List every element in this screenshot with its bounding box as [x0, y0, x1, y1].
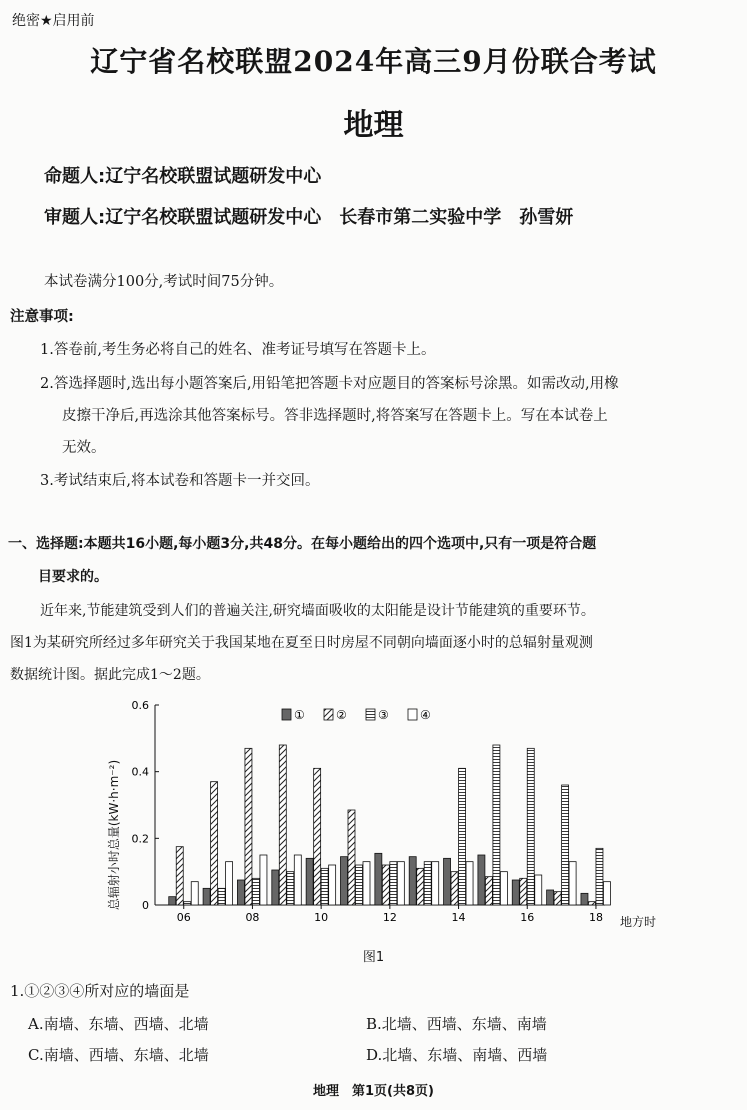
bar-series-4: [191, 882, 198, 905]
legend-label-2: ②: [336, 708, 347, 722]
intro-text: 本试卷满分100分,考试时间75分钟。: [44, 274, 284, 290]
legend-swatch-2: [324, 709, 333, 720]
note-2-line-1: 2.答选择题时,选出每小题答案后,用铅笔把答题卡对应题目的答案标号涂黑。如需改动,用橡: [40, 376, 619, 392]
note-2-line-3: 无效。: [62, 440, 106, 456]
passage-line-2: 图1为某研究所经过多年研究关于我国某地在夏至日时房屋不同朝向墙面逐小时的总辐射量观测: [10, 635, 593, 651]
x-tick-label: 10: [314, 911, 329, 924]
y-tick-label: 0.6: [131, 699, 149, 712]
note-3: 3.考试结束后,将本试卷和答题卡一并交回。: [40, 473, 320, 489]
y-tick-label: 0.2: [131, 832, 149, 846]
legend-swatch-1: [282, 709, 291, 720]
legend-label-4: ④: [420, 708, 431, 722]
bar-series-4: [260, 855, 267, 905]
option-d[interactable]: D.北墙、东墙、南墙、西墙: [366, 1046, 548, 1064]
bar-series-1: [478, 855, 485, 905]
bar-series-2: [485, 877, 492, 905]
bar-series-3: [390, 862, 397, 905]
bar-series-4: [569, 862, 576, 905]
bar-series-2: [314, 768, 321, 905]
x-tick-label: 08: [245, 911, 260, 924]
x-tick-label: 16: [520, 911, 535, 924]
section-heading-line-1: 一、选择题:本题共16小题,每小题3分,共48分。在每小题给出的四个选项中,只有一项是符合题: [8, 536, 597, 552]
bar-series-4: [363, 862, 370, 905]
question-stem: 1.①②③④所对应的墙面是: [10, 982, 190, 1000]
bar-series-1: [237, 880, 244, 905]
bar-series-2: [211, 782, 218, 905]
bar-series-4: [294, 855, 301, 905]
note-2-line-2: 皮擦干净后,再选涂其他答案标号。答非选择题时,将答案写在答题卡上。写在本试卷上: [62, 408, 608, 424]
x-axis-label: 地方时: [620, 915, 657, 929]
legend-swatch-3: [366, 709, 375, 720]
legend-label-1: ①: [294, 708, 305, 722]
bar-series-1: [306, 858, 313, 905]
bar-series-3: [252, 878, 259, 905]
bar-series-1: [272, 870, 279, 905]
bar-series-4: [535, 875, 542, 905]
bar-series-3: [355, 865, 362, 905]
bar-series-2: [451, 872, 458, 905]
bar-series-1: [409, 857, 416, 905]
bar-series-3: [287, 872, 294, 905]
bar-series-1: [169, 897, 176, 905]
author-line: 命题人:辽宁名校联盟试题研发中心: [44, 166, 322, 187]
bar-series-1: [512, 880, 519, 905]
bar-series-1: [340, 857, 347, 905]
option-c[interactable]: C.南墙、西墙、东墙、北墙: [28, 1046, 209, 1064]
notes-heading: 注意事项:: [10, 309, 74, 325]
bar-series-3: [459, 768, 466, 905]
bar-series-1: [581, 893, 588, 905]
bar-series-1: [203, 888, 210, 905]
subject-title: 地理: [343, 108, 404, 143]
section-heading-line-2: 目要求的。: [38, 569, 108, 585]
legend-label-3: ③: [378, 708, 389, 722]
bar-series-2: [382, 865, 389, 905]
passage-line-1: 近年来,节能建筑受到人们的普遍关注,研究墙面吸收的太阳能是设计节能建筑的重要环节。: [40, 603, 595, 619]
x-tick-label: 12: [382, 911, 397, 924]
x-tick-label: 06: [176, 911, 191, 924]
bar-series-3: [218, 888, 225, 905]
bar-series-3: [596, 848, 603, 905]
bar-series-4: [603, 882, 610, 905]
exam-title: 辽宁省名校联盟2024年高三9月份联合考试: [90, 45, 657, 78]
passage-line-3: 数据统计图。据此完成1～2题。: [10, 667, 210, 683]
page-footer: 地理 第1页(共8页): [313, 1084, 434, 1099]
bar-series-2: [417, 868, 424, 905]
bar-series-2: [279, 745, 286, 905]
y-tick-label: 0: [142, 899, 149, 912]
bar-series-2: [554, 892, 561, 905]
bar-series-2: [245, 748, 252, 905]
y-tick-label: 0.4: [131, 765, 149, 779]
confidential-label: 绝密★启用前: [12, 13, 95, 29]
bar-series-1: [375, 853, 382, 905]
bar-series-4: [329, 865, 336, 905]
bar-series-3: [527, 748, 534, 905]
bar-series-3: [184, 902, 191, 905]
bar-series-2: [588, 902, 595, 905]
bar-series-2: [520, 878, 527, 905]
bar-series-4: [226, 862, 233, 905]
bar-series-4: [397, 862, 404, 905]
option-a[interactable]: A.南墙、东墙、西墙、北墙: [28, 1015, 209, 1033]
x-tick-label: 18: [588, 911, 603, 924]
option-b[interactable]: B.北墙、西墙、东墙、南墙: [366, 1015, 547, 1033]
bar-series-2: [176, 847, 183, 905]
bar-series-3: [321, 868, 328, 905]
bar-series-3: [562, 785, 569, 905]
bar-series-3: [424, 862, 431, 905]
note-1: 1.答卷前,考生务必将自己的姓名、准考证号填写在答题卡上。: [40, 342, 436, 358]
bar-series-4: [500, 872, 507, 905]
reviewer-line: 审题人:辽宁名校联盟试题研发中心 长春市第二实验中学 孙雪妍: [44, 207, 574, 228]
y-axis-label: 总辐射小时总量(kW·h·m⁻²): [107, 759, 121, 911]
bar-series-4: [432, 862, 439, 905]
x-tick-label: 14: [451, 911, 466, 924]
legend-swatch-4: [408, 709, 417, 720]
bar-series-1: [547, 890, 554, 905]
figure-label: 图1: [362, 950, 385, 965]
bar-series-4: [466, 862, 473, 905]
bar-series-3: [493, 745, 500, 905]
bar-series-1: [444, 858, 451, 905]
bar-series-2: [348, 810, 355, 905]
radiation-bar-chart: [100, 695, 660, 940]
